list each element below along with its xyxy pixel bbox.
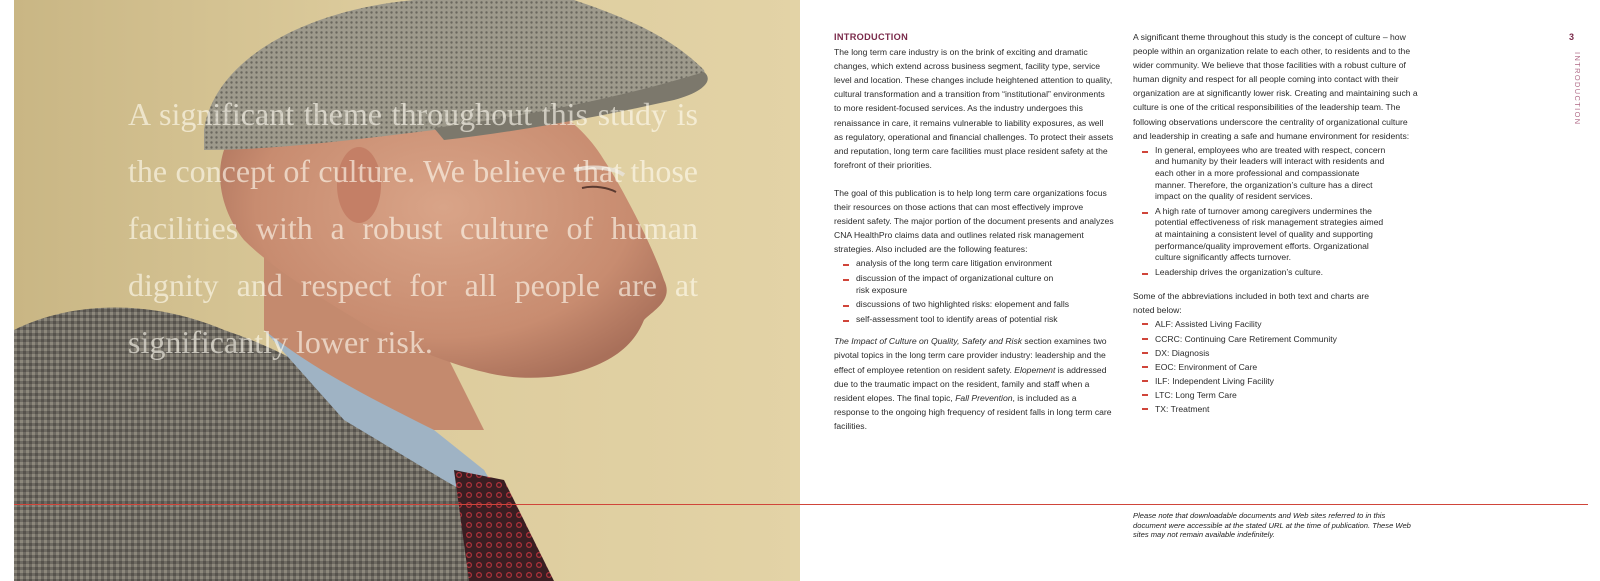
abbreviations-intro: Some of the abbreviations included in both text and charts are noted below: (1133, 291, 1369, 316)
horizontal-rule (14, 504, 1588, 505)
list-item: Leadership drives the organization’s culture. (1155, 267, 1390, 279)
list-item: analysis of the long term care litigation environment (856, 258, 1114, 270)
observations-list (1133, 145, 1418, 279)
intro-paragraph-1: The long term care industry is on the brink of exciting and dramatic changes, which extend across business segment, facility type, service level and location. These changes include heightened attention to quality, cultural transformation and a transition from “institutional” environments to more resident-focused services. As the industry undergoes this renaissance in care, it remains vulnerable to liability exposures, as well as regulatory, operational and financial challenges. To protect their assets and reputation, long term care facilities must place resident safety at the forefront of their priorities. (834, 47, 1114, 170)
topic-reference: Elopement (1014, 364, 1056, 375)
list-item: discussions of two highlighted risks: elopement and falls (856, 299, 1114, 311)
features-list (834, 258, 1114, 325)
list-item: ALF: Assisted Living Facility (1155, 317, 1418, 331)
list-item: CCRC: Continuing Care Retirement Community (1155, 332, 1418, 346)
footnote: Please note that downloadable documents and Web sites referred to in this document were accessible at the stated URL at the time of publication. These Web sites may not remain available indefinitely. (1133, 511, 1411, 540)
topic-reference: Fall Prevention (955, 392, 1013, 403)
list-item: LTC: Long Term Care (1155, 388, 1418, 402)
text-column-2 (1133, 30, 1418, 416)
pull-quote: A significant theme throughout this study is the concept of culture. We believe that those facilities with a robust culture of human dignity and respect for all people are at significantly lower risk. (128, 96, 698, 360)
list-item: DX: Diagnosis (1155, 346, 1418, 360)
list-item: EOC: Environment of Care (1155, 360, 1418, 374)
running-head: INTRODUCTION (1573, 52, 1582, 126)
list-item: discussion of the impact of organizational culture on risk exposure (856, 273, 1114, 296)
list-item: TX: Treatment (1155, 402, 1418, 416)
list-item: self-assessment tool to identify areas of potential risk (856, 314, 1114, 326)
abbreviations-list (1133, 317, 1418, 416)
culture-paragraph: A significant theme throughout this study is the concept of culture – how people within an organization relate to each other, to residents and to the wider community. We believe that those facilities with a robust culture of human dignity and respect for all people coming into contact with their organization are at significantly lower risk. Creating and maintaining such a culture is one of the critical responsibilities of the leadership team. The following observations underscore the centrality of organizational culture and leadership in creating a safe and humane environment for residents: (1133, 32, 1418, 141)
intro-paragraph-2: The goal of this publication is to help long term care organizations focus their resources on those actions that can most effectively improve resident safety. The major portion of the document presents and analyzes CNA HealthPro claims data and outlines related risk management strategies. Also included are the following features: (834, 187, 1114, 255)
list-item: ILF: Independent Living Facility (1155, 374, 1418, 388)
section-title-reference: The Impact of Culture on Quality, Safety and Risk (834, 336, 1023, 347)
intro-paragraph-3: The Impact of Culture on Quality, Safety and Risk section examines two pivotal topics in the long term care provider industry: leadership and the effect of employee retention on resident safety. Elopement is addressed due to the traumatic impact on the resident, family and staff when a resident elopes. The final topic, Fall Prevention, is included as a response to the ongoing high frequency of resident falls in long term care facilities. (834, 336, 1112, 431)
list-item: A high rate of turnover among caregivers undermines the potential effectiveness of risk management strategies aimed at maintaining a consistent level of quality and supporting performance/quality improvement efforts. Organizational culture significantly affects turnover. (1155, 206, 1390, 264)
page-number: 3 (1569, 32, 1575, 42)
cover-photo (14, 0, 800, 581)
section-heading: INTRODUCTION (834, 32, 909, 42)
text-column-1 (834, 30, 1114, 433)
list-item: In general, employees who are treated with respect, concern and humanity by their leaders will interact with residents and each other in a more professional and compassionate manner. Therefore, the organization’s culture has a direct impact on the quality of resident services. (1155, 145, 1390, 203)
